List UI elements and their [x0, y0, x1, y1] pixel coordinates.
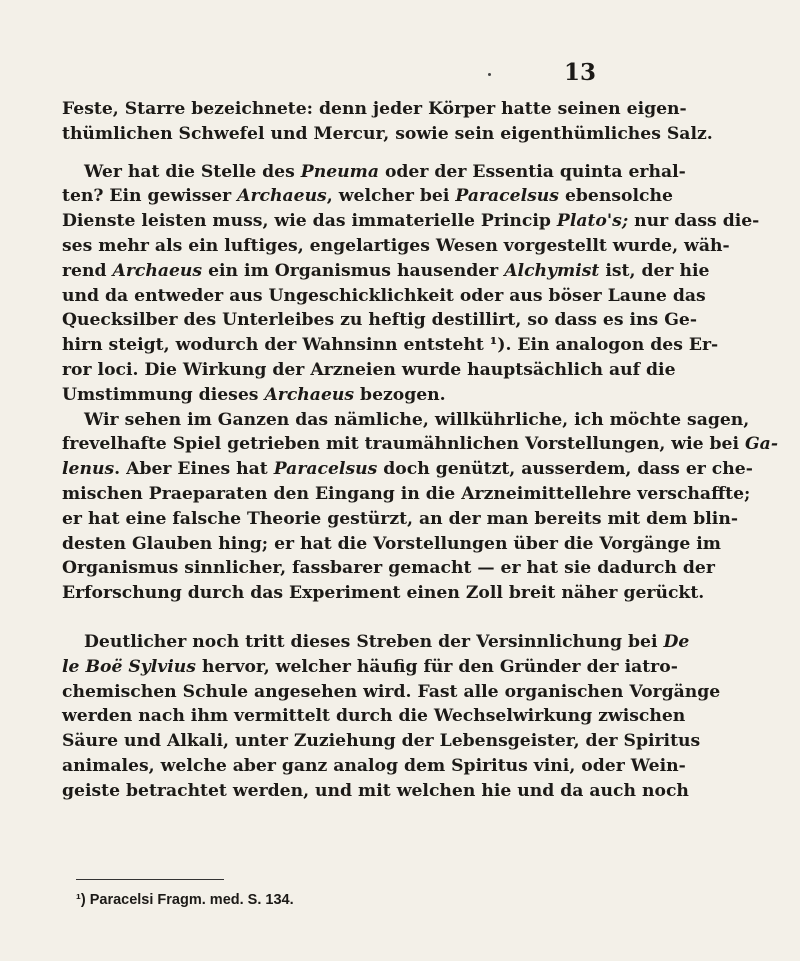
- text-line: geiste betrachtet werden, und mit welchen hie und da auch noch: [62, 780, 689, 801]
- text-line: thümlichen Schwefel und Mercur, sowie sein eigenthümliches Salz.: [62, 123, 713, 144]
- text-line: werden nach ihm vermittelt durch die Wechselwirkung zwischen: [62, 706, 686, 727]
- text-line: Erforschung durch das Experiment einen Zoll breit näher gerückt.: [62, 583, 705, 604]
- text-line: mischen Praeparaten den Eingang in die Arzneimittellehre verschaffte;: [62, 483, 751, 504]
- text-line: le Boë Sylvius hervor, welcher häufig für den Gründer der iatro-: [62, 656, 678, 677]
- page-number: 13: [564, 59, 597, 86]
- text-line: ses mehr als ein luftiges, engelartiges Wesen vorgestellt wurde, wäh-: [62, 235, 730, 256]
- text-line: Quecksilber des Unterleibes zu heftig destillirt, so dass es ins Ge-: [62, 310, 697, 331]
- footnote-marker: ¹): [76, 892, 86, 908]
- text-line: Säure und Alkali, unter Zuziehung der Lebensgeister, der Spiritus: [62, 731, 701, 752]
- text-line: hirn steigt, wodurch der Wahnsinn entsteht ¹). Ein analogon des Er-: [62, 335, 719, 356]
- text-line: Dienste leisten muss, wie das immaterielle Princip Plato's; nur dass die-: [62, 211, 760, 232]
- text-line: animales, welche aber ganz analog dem Spiritus vini, oder Wein-: [62, 755, 686, 776]
- text-line: Deutlicher noch tritt dieses Streben der Versinnlichung bei De: [84, 631, 690, 652]
- text-line: Feste, Starre bezeichnete: denn jeder Körper hatte seinen eigen-: [62, 99, 687, 119]
- text-line: chemischen Schule angesehen wird. Fast alle organischen Vorgänge: [62, 681, 721, 702]
- text-line: Wir sehen im Ganzen das nämliche, willkührliche, ich möchte sagen,: [84, 409, 750, 430]
- text-line: ror loci. Die Wirkung der Arzneien wurde hauptsächlich auf die: [62, 359, 676, 380]
- text-line: Organismus sinnlicher, fassbarer gemacht — er hat sie dadurch der: [62, 558, 715, 579]
- footnote-text: Paracelsi Fragm. med. S. 134.: [89, 892, 294, 908]
- text-line: frevelhafte Spiel getrieben mit traumähnlichen Vorstellungen, wie bei Ga-: [62, 434, 778, 455]
- text-line: er hat eine falsche Theorie gestürzt, an der man bereits mit dem blin-: [62, 508, 738, 529]
- body-text: [62, 97, 778, 804]
- text-line: desten Glauben hing; er hat die Vorstellungen über die Vorgänge im: [62, 533, 721, 554]
- text-line: lenus. Aber Eines hat Paracelsus doch genützt, ausserdem, dass er che-: [62, 459, 753, 480]
- footnote: [76, 892, 294, 908]
- text-line: rend Archaeus ein im Organismus hausender Alchymist ist, der hie: [62, 260, 710, 281]
- text-line: Umstimmung dieses Archaeus bezogen.: [62, 384, 446, 405]
- text-line: und da entweder aus Ungeschicklichkeit oder aus böser Laune das: [62, 285, 706, 306]
- footnote-divider: [76, 879, 224, 880]
- print-speck: [488, 73, 491, 76]
- text-line: ten? Ein gewisser Archaeus, welcher bei Paracelsus ebensolche: [62, 186, 673, 207]
- text-line: Wer hat die Stelle des Pneuma oder der Essentia quinta erhal-: [84, 161, 686, 182]
